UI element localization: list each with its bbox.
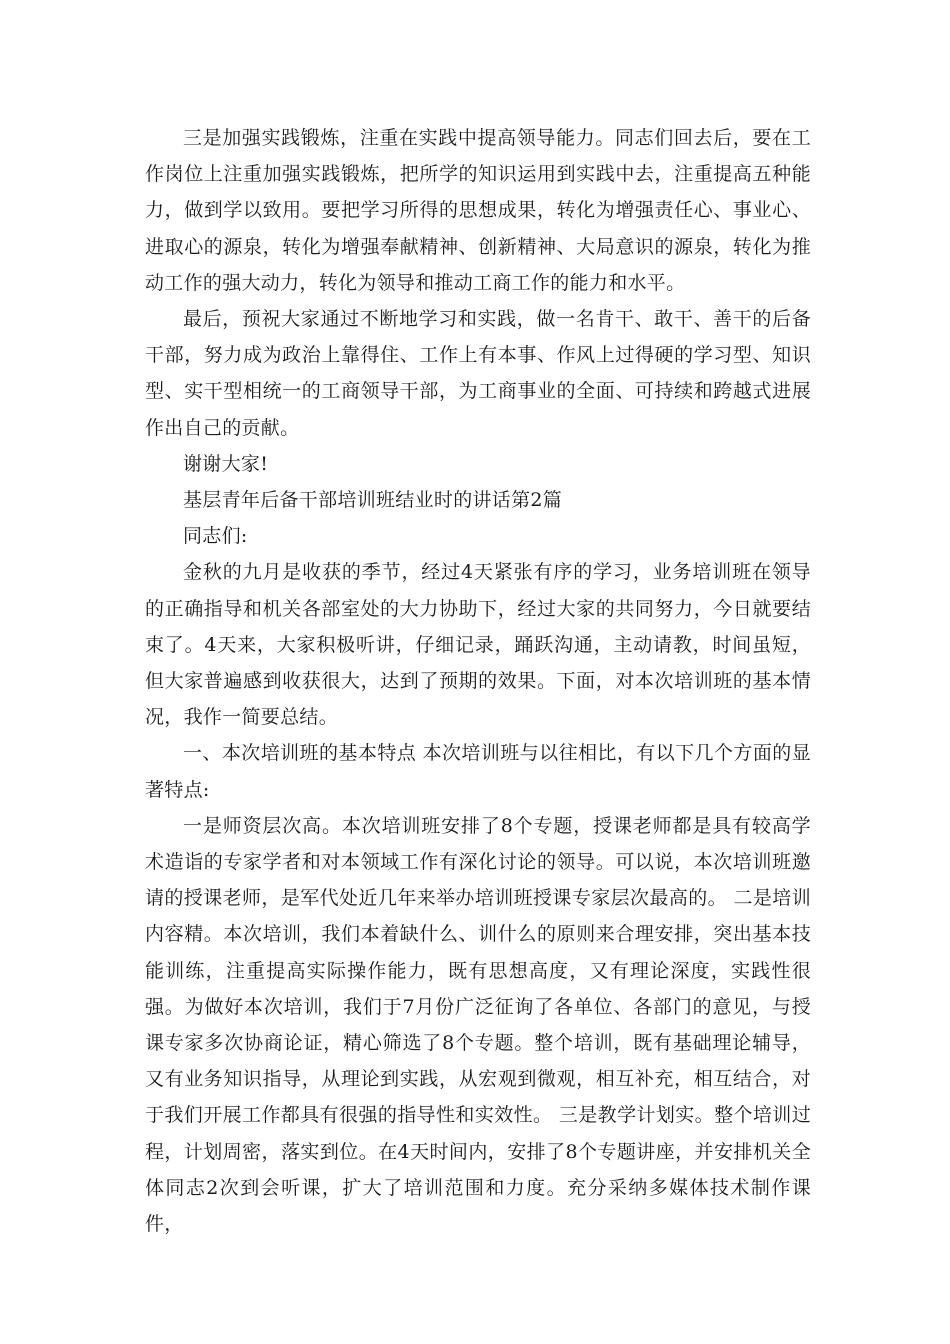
- paragraph-practice: 三是加强实践锻炼，注重在实践中提高领导能力。同志们回去后，要在工作岗位上注重加强实践锻炼，把所学的知识运用到实践中去，注重提高五种能力，做到学以致用。要把学习所得的思想成果，转化为增强责任心、事业心、进取心的源泉，转化为增强奉献精神、创新精神、大局意识的源泉，转化为推动工作的强大动力，转化为领导和推动工商工作的能力和水平。: [145, 127, 811, 294]
- paragraph-features-detail: 一是师资层次高。本次培训班安排了8个专题，授课老师都是具有较高学术造诣的专家学者和对本领域工作有深化讨论的领导。可以说，本次培训班邀请的授课老师，是军代处近几年来举办培训班授课专家层次最高的。 二是培训内容精。本次培训，我们本着缺什么、训什么的原则来合理安排，突出基本技能训练，注重提高实际操作能力，既有思想高度，又有理论深度，实践性很强。为做好本次培训，我们于7月份广泛征询了各单位、各部门的意见，与授课专家多次协商论证，精心筛选了8个专题。整个培训，既有基础理论辅导，又有业务知识指导，从理论到实践，从宏观到微观，相互补充，相互结合，对于我们开展工作都具有很强的指导性和实效性。 三是教学计划实。整个培训过程，计划周密，落实到位。在4天时间内，安排了8个专题讲座，并安排机关全体同志2次到会听课，扩大了培训范围和力度。充分采纳多媒体技术制作课件，: [145, 814, 811, 1236]
- section-title: 基层青年后备干部培训班结业时的讲话第2篇: [183, 489, 563, 512]
- paragraph-salutation: 同志们:: [183, 525, 248, 548]
- paragraph-closing-wish: 最后，预祝大家通过不断地学习和实践，做一名肯干、敢干、善干的后备干部，努力成为政治上靠得住、工作上有本事、作风上过得硬的学习型、知识型、实干型相统一的工商领导干部，为工商事业的全面、可持续和跨越式进展作出自己的贡献。: [145, 308, 811, 439]
- paragraph-intro: 金秋的九月是收获的季节，经过4天紧张有序的学习，业务培训班在领导的正确指导和机关各部室处的大力协助下，经过大家的共同努力，今日就要结束了。4天来，大家积极听讲，仔细记录，踊跃沟通，主动请教，时间虽短，但大家普遍感到收获很大，达到了预期的效果。下面，对本次培训班的基本情况，我作一简要总结。: [145, 561, 811, 729]
- document-body: [145, 120, 811, 1242]
- paragraph-features-heading: 一、本次培训班的基本特点 本次培训班与以往相比，有以下几个方面的显著特点:: [145, 742, 811, 801]
- paragraph-thanks: 谢谢大家!: [183, 452, 269, 475]
